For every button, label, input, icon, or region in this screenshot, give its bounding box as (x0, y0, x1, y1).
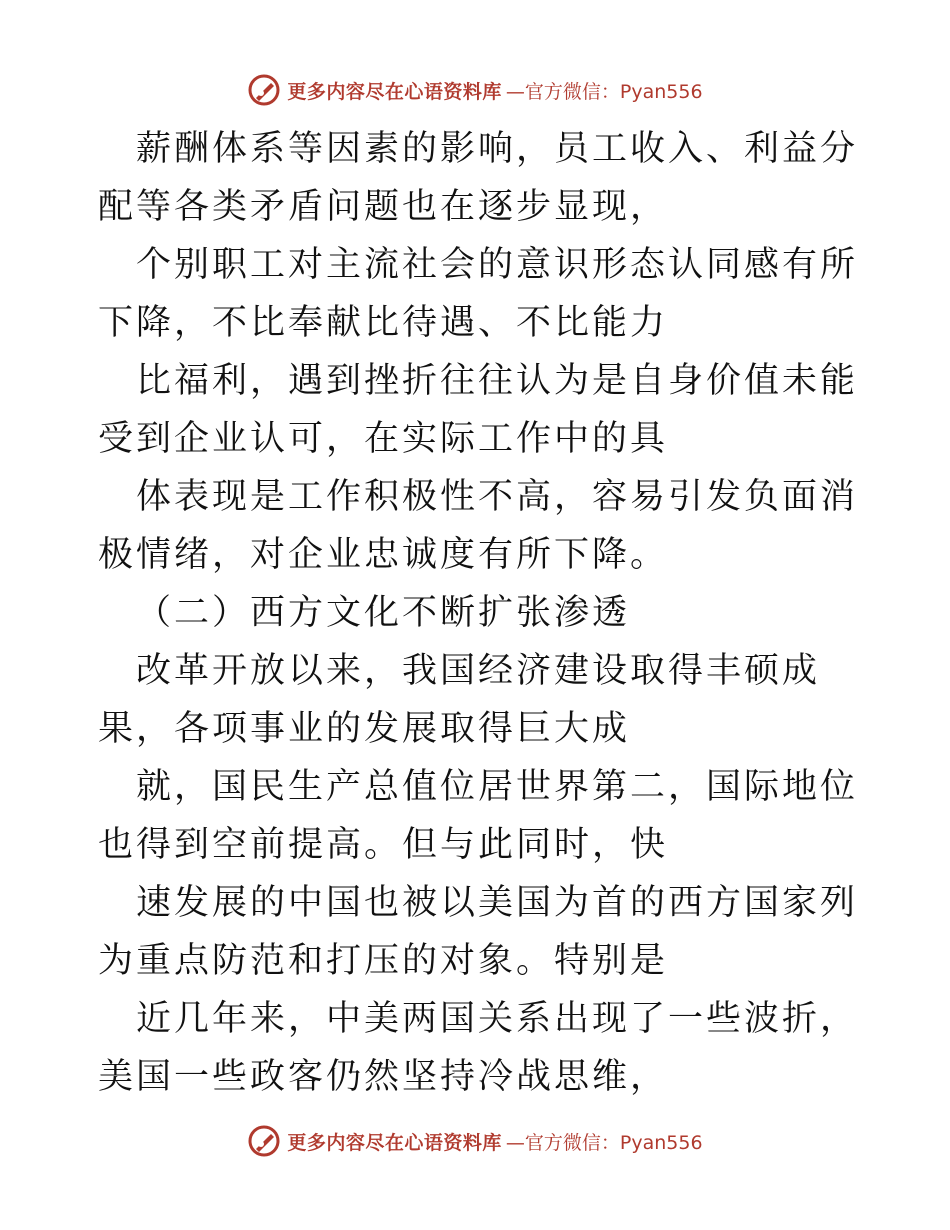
header-banner (0, 70, 950, 110)
section-heading: （二）西方文化不断扩张渗透 (136, 593, 631, 633)
banner-left-text: 更多内容尽在心语资料库 (287, 80, 502, 103)
banner-right-text: —官方微信：Pyan556 (505, 1131, 703, 1154)
paragraph: 薪酬体系等因素的影响，员工收入、利益分配等各类矛盾问题也在逐步显现， (98, 129, 859, 227)
document-body (98, 120, 858, 1106)
paragraph: 速发展的中国也被以美国为首的西方国家列为重点防范和打压的对象。特别是 (98, 883, 859, 981)
paragraph: 改革开放以来，我国经济建设取得丰硕成果，各项事业的发展取得巨大成 (98, 651, 821, 749)
paragraph: 就，国民生产总值位居世界第二，国际地位也得到空前提高。但与此同时，快 (98, 767, 859, 865)
paragraph: 个别职工对主流社会的意识形态认同感有所下降，不比奉献比待遇、不比能力 (98, 245, 859, 343)
footer-banner (0, 1121, 950, 1161)
paragraph: 比福利，遇到挫折往往认为是自身价值未能受到企业认可，在实际工作中的具 (98, 361, 859, 459)
pen-logo-icon (247, 73, 281, 107)
pen-logo-icon (247, 1124, 281, 1158)
paragraph: 体表现是工作积极性不高，容易引发负面消极情绪，对企业忠诚度有所下降。 (98, 477, 859, 575)
banner-right-text: —官方微信：Pyan556 (505, 80, 703, 103)
banner-left-text: 更多内容尽在心语资料库 (287, 1131, 502, 1154)
paragraph: 近几年来，中美两国关系出现了一些波折，美国一些政客仍然坚持冷战思维， (98, 999, 859, 1097)
